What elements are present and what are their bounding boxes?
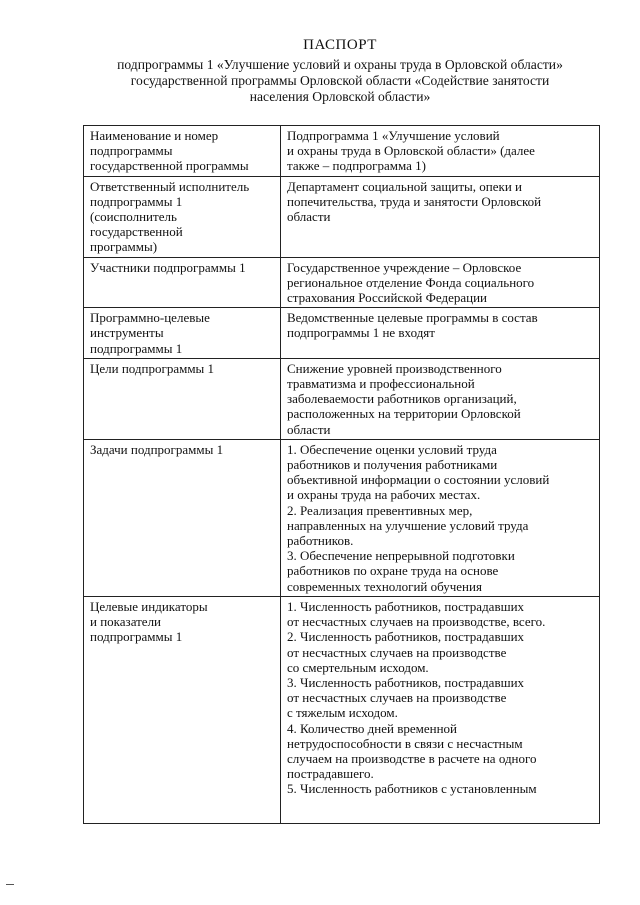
row-label-line: Наименование и номер (90, 128, 219, 143)
row-label-cell (84, 439, 281, 596)
row-value-line: 1. Численность работников, пострадавших (287, 598, 525, 614)
row-value-line: со смертельным исходом. (287, 659, 429, 675)
passport-row (84, 439, 600, 596)
row-value-cell (281, 257, 600, 308)
row-value-line: Департамент социальной защиты, опеки и (287, 178, 522, 194)
row-value-line: 2. Реализация превентивных мер, (287, 502, 473, 518)
row-value-line: Снижение уровней производственного (287, 360, 502, 376)
row-label-line: и показатели (90, 614, 162, 630)
row-label-cell (84, 257, 281, 308)
row-value-line: случаем на производстве в расчете на одного (287, 750, 537, 766)
passport-row (84, 176, 600, 257)
row-label-line: подпрограммы (90, 143, 173, 159)
row-value-line: подпрограммы 1 не входят (287, 325, 435, 341)
row-value-line: 4. Количество дней временной (287, 720, 458, 736)
row-value-line: травматизма и профессиональной (287, 376, 475, 392)
row-label-cell (84, 176, 281, 257)
row-value-line: от несчастных случаев на производстве, всего. (287, 614, 546, 630)
row-label-line: Целевые индикаторы (90, 598, 208, 614)
subtitle-line-2: государственной программы Орловской области «Содействие занятости (130, 73, 550, 88)
row-value-line: 2. Численность работников, пострадавших (287, 629, 525, 645)
row-value-line: направленных на улучшение условий труда (287, 517, 529, 533)
row-value-line: пострадавшего. (287, 766, 374, 782)
row-label-line: Участники подпрограммы 1 (90, 259, 246, 275)
row-value-cell (281, 358, 600, 439)
row-value-cell (281, 439, 600, 596)
row-label-cell (84, 308, 281, 359)
passport-row (84, 596, 600, 823)
row-value-line: Ведомственные целевые программы в состав (287, 310, 538, 326)
scan-mark (6, 884, 14, 885)
passport-table (83, 125, 600, 824)
row-value-line: работников по охране труда на основе (287, 563, 499, 579)
row-value-line: от несчастных случаев на производстве (287, 644, 507, 660)
subtitle-line-1: подпрограммы 1 «Улучшение условий и охраны труда в Орловской области» (117, 57, 563, 72)
row-label-line: подпрограммы 1 (90, 629, 183, 645)
row-value-line: от несчастных случаев на производстве (287, 690, 507, 706)
row-value-line: современных технологий обучения (287, 578, 482, 594)
row-label-line: государственной программы (90, 158, 249, 174)
row-label-line: инструменты (90, 325, 164, 341)
row-label-cell (84, 596, 281, 823)
row-value-line: также – подпрограмма 1) (287, 158, 426, 174)
row-value-line: работников. (287, 533, 354, 549)
row-value-line: 1. Обеспечение оценки условий труда (287, 441, 497, 457)
row-value-line: области (287, 421, 331, 437)
row-label-line: Программно-целевые (90, 310, 210, 326)
passport-row (84, 257, 600, 308)
passport-row (84, 126, 600, 177)
row-value-line: работников и получения работниками (287, 457, 498, 473)
row-value-line: Подпрограмма 1 «Улучшение условий (287, 128, 500, 143)
row-value-line: 3. Обеспечение непрерывной подготовки (287, 548, 515, 564)
row-value-line: 5. Численность работников с установленным (287, 781, 537, 797)
row-value-line: расположенных на территории Орловской (287, 406, 521, 422)
row-value-line: попечительства, труда и занятости Орловской (287, 193, 542, 209)
row-label-line: программы) (90, 239, 158, 255)
row-label-line: Задачи подпрограммы 1 (90, 441, 224, 457)
row-value-line: объективной информации о состоянии условий (287, 472, 550, 488)
row-label-line: государственной (90, 224, 183, 240)
row-label-cell (84, 126, 281, 177)
row-value-cell (281, 126, 600, 177)
document-title: ПАСПОРТ (303, 37, 377, 53)
row-value-cell (281, 308, 600, 359)
row-value-line: и охраны труда на рабочих местах. (287, 487, 481, 503)
subtitle-line-3: населения Орловской области» (249, 89, 431, 104)
passport-row (84, 308, 600, 359)
row-value-line: области (287, 209, 331, 225)
row-label-line: Ответственный исполнитель (90, 178, 250, 194)
row-value-line: и охраны труда в Орловской области» (далее (287, 143, 535, 159)
row-value-line: страхования Российской Федерации (287, 290, 487, 306)
row-value-line: Государственное учреждение – Орловское (287, 259, 522, 275)
row-label-line: (соисполнитель (90, 209, 177, 225)
row-value-line: региональное отделение Фонда социального (287, 274, 535, 290)
row-value-line: нетрудоспособности в связи с несчастным (287, 735, 523, 751)
row-label-line: Цели подпрограммы 1 (90, 360, 215, 376)
row-label-cell (84, 358, 281, 439)
row-value-cell (281, 596, 600, 823)
row-value-cell (281, 176, 600, 257)
row-value-line: заболеваемости работников организаций, (287, 391, 517, 407)
passport-row (84, 358, 600, 439)
document-heading (60, 36, 620, 105)
row-value-line: 3. Численность работников, пострадавших (287, 674, 525, 690)
row-value-line: с тяжелым исходом. (287, 705, 398, 721)
row-label-line: подпрограммы 1 (90, 340, 183, 356)
row-label-line: подпрограммы 1 (90, 193, 183, 209)
